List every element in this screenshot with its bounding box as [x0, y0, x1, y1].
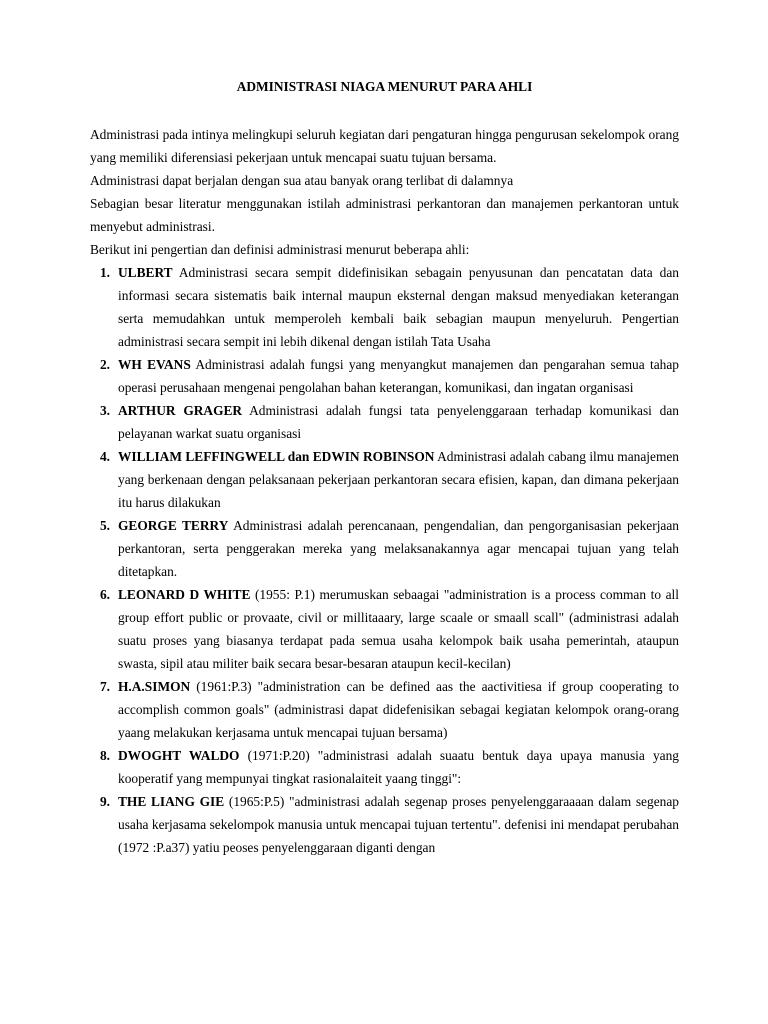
page-title: ADMINISTRASI NIAGA MENURUT PARA AHLI — [236, 79, 533, 94]
definition-text: Administrasi adalah fungsi tata penyelenggaraan terhadap komunikasi dan pelayanan warkat suatu organisasi — [118, 403, 679, 441]
definition-number: 1. — [99, 265, 110, 280]
definition-number: 9. — [99, 794, 110, 809]
expert-name: DWOGHT WALDO — [118, 748, 240, 763]
definition-item — [90, 353, 679, 399]
definition-number: 3. — [99, 403, 110, 418]
definition-item — [90, 744, 679, 790]
intro-paragraph: Administrasi dapat berjalan dengan sua atau banyak orang terlibat di dalamnya — [90, 173, 514, 188]
expert-name: H.A.SIMON — [118, 679, 191, 694]
definition-number: 2. — [99, 357, 110, 372]
expert-name: THE LIANG GIE — [118, 794, 225, 809]
definition-text: (1961:P.3) "administration can be defined aas the aactivitiesa if group cooperating to accomplish common goals" (administrasi dapat didefenisikan sebagai kegiatan kelompok orang-orang yaang melakukan kerjasama untuk mencapai tujuan bersama) — [118, 679, 679, 740]
expert-name: WH EVANS — [118, 357, 191, 372]
expert-name: ULBERT — [118, 265, 173, 280]
definition-number: 5. — [99, 518, 110, 533]
definition-number: 6. — [99, 587, 110, 602]
intro-paragraph: Sebagian besar literatur menggunakan istilah administrasi perkantoran dan manajemen perkantoran untuk menyebut administrasi. — [90, 196, 679, 234]
expert-name: WILLIAM LEFFINGWELL dan EDWIN ROBINSON — [118, 449, 435, 464]
definition-text: Administrasi secara sempit didefinisikan sebagain penyusunan dan pencatatan data dan informasi secara sistematis baik internal maupun eksternal dengan maksud menyediakan keterangan serta memudahkan untuk memperoleh kembali baik sebagian maupun menyeluruh. Pengertian administrasi secara sempit ini lebih dikenal dengan istilah Tata Usaha — [118, 265, 680, 349]
definition-item — [90, 261, 679, 353]
expert-name: ARTHUR GRAGER — [118, 403, 243, 418]
definition-number: 4. — [99, 449, 110, 464]
definition-number: 7. — [99, 679, 110, 694]
definition-text: (1955: P.1) merumuskan sebaagai "administration is a process comman to all group effort public or provaate, civil or millitaaary, large scaale or smaall scall" (administrasi adalah suatu proses yang biasanya terdapat pada semua usaha kelompok baik usaha pemerintah, ataupun swasta, sipil atau militer baik secara besar-besaran ataupun kecil-kecilan) — [118, 587, 679, 671]
intro-paragraph: Berikut ini pengertian dan definisi administrasi menurut beberapa ahli: — [90, 242, 470, 257]
definitions-list — [90, 261, 679, 859]
definition-text: Administrasi adalah perencanaan, pengendalian, dan pengorganisasian pekerjaan perkantoran, serta penggerakan mereka yang melaksanakannya agar mencapai tujuan yang telah ditetapkan. — [118, 518, 679, 579]
intro-section — [90, 123, 679, 261]
definition-text: Administrasi adalah cabang ilmu manajemen yang berkenaan dengan pelaksanaan pekerjaan perkantoran secara efisien, kapan, dan dimana pekerjaan itu harus dilakukan — [118, 449, 680, 510]
definition-item — [90, 790, 679, 859]
definition-item — [90, 675, 679, 744]
definition-item — [90, 583, 679, 675]
definition-text: (1965:P.5) "administrasi adalah segenap proses penyelenggaraaaan dalam segenap usaha kerjasama sekelompok manusia untuk mencapai tujuan tertentu". defenisi ini mendapat perubahan (1972 :P.a37) yatiu peoses penyelenggaraan diganti dengan — [118, 794, 679, 855]
definition-item — [90, 514, 679, 583]
definition-number: 8. — [99, 748, 110, 763]
definition-text: (1971:P.20) "administrasi adalah suaatu bentuk daya upaya manusia yang kooperatif yang mempunyai tingkat rasionalaiteit yaang tinggi": — [118, 748, 679, 786]
definition-item — [90, 445, 679, 514]
definition-text: Administrasi adalah fungsi yang menyangkut manajemen dan pengarahan semua tahap operasi perusahaan mengenai pengolahan bahan keterangan, komunikasi, dan ingatan organisasi — [118, 357, 680, 395]
expert-name: GEORGE TERRY — [118, 518, 229, 533]
expert-name: LEONARD D WHITE — [118, 587, 251, 602]
definition-item — [90, 399, 679, 445]
intro-paragraph: Administrasi pada intinya melingkupi seluruh kegiatan dari pengaturan hingga pengurusan sekelompok orang yang memiliki diferensiasi pekerjaan untuk mencapai suatu tujuan bersama. — [90, 127, 679, 165]
